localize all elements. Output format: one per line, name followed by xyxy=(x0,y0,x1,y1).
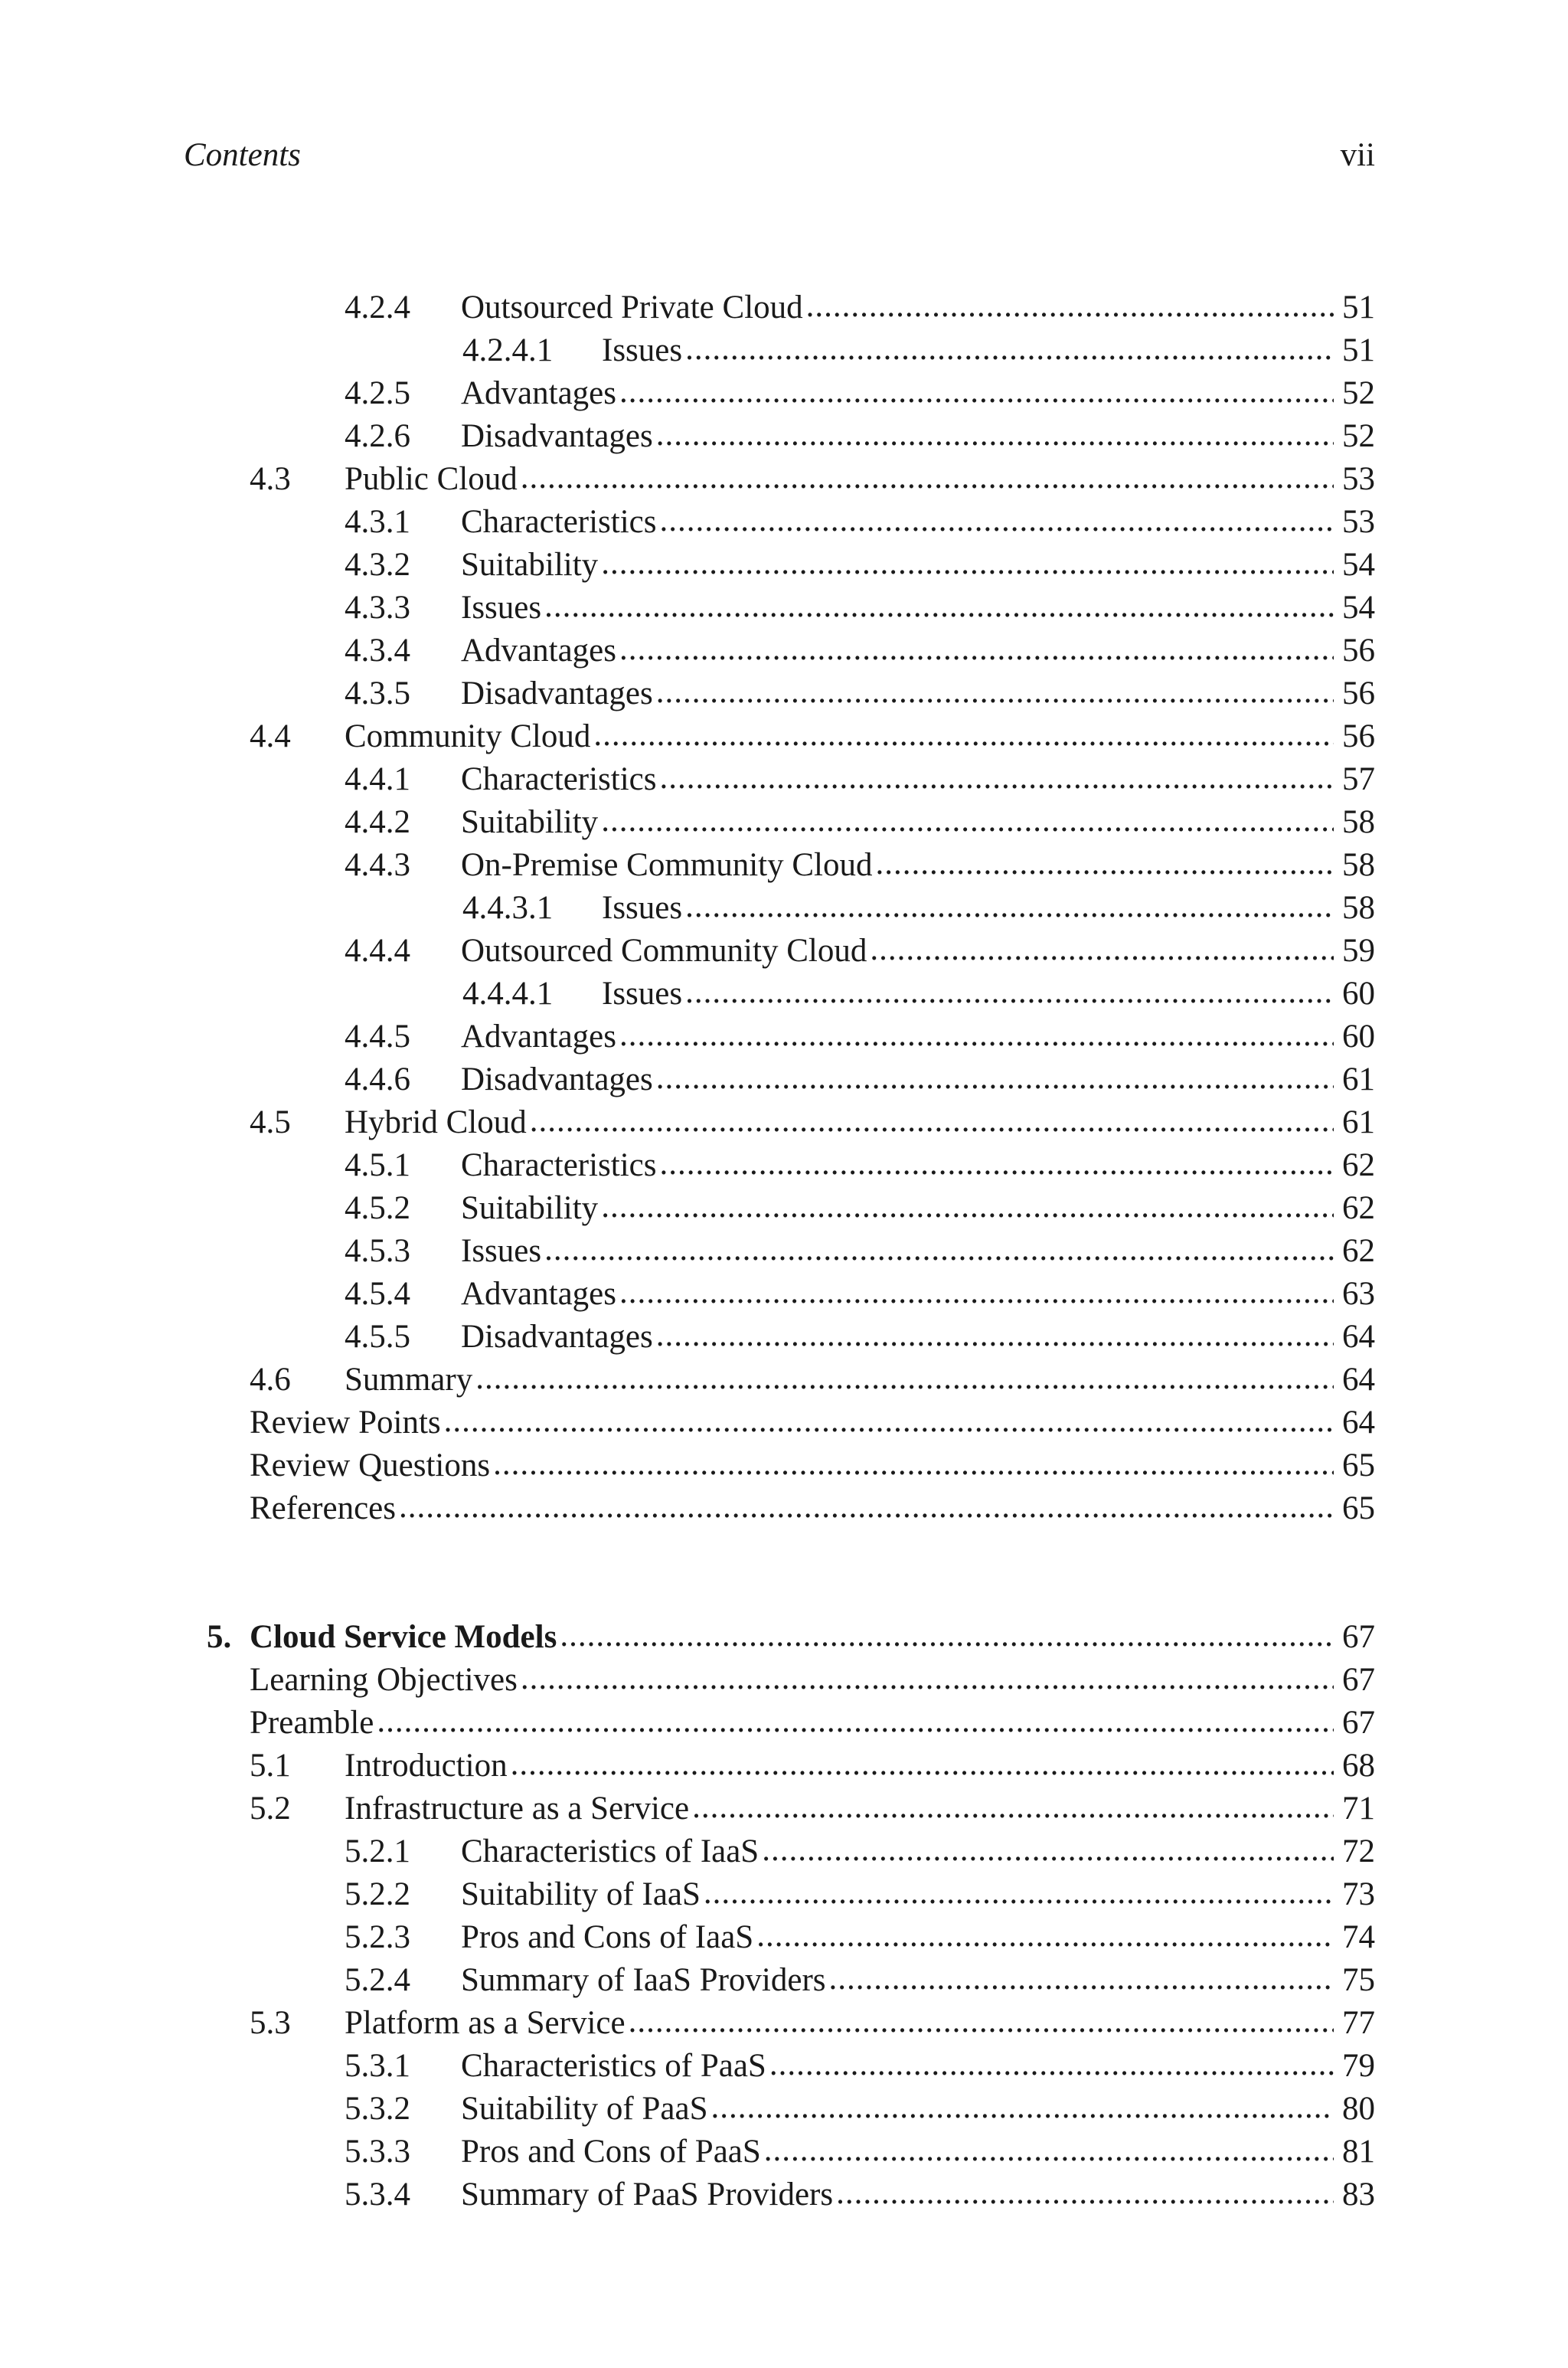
toc-entry-title: Advantages xyxy=(461,1276,616,1312)
toc-entry-number: 4.2.4.1 xyxy=(462,332,554,368)
toc-entry-page: 63 xyxy=(1342,1276,1375,1312)
toc-entry[interactable] xyxy=(345,501,1375,544)
toc-entry-number: 4.3.3 xyxy=(345,590,410,626)
dot-leader xyxy=(711,2086,1334,2129)
toc-entry-title: Hybrid Cloud xyxy=(345,1104,527,1140)
toc-entry[interactable] xyxy=(250,1659,1375,1702)
toc-entry-page: 62 xyxy=(1342,1190,1375,1226)
dot-leader xyxy=(399,1486,1334,1529)
toc-entry-number: 4.5 xyxy=(250,1104,291,1140)
dot-leader xyxy=(756,1915,1334,1958)
toc-entry-number: 5.2.4 xyxy=(345,1962,410,1998)
toc-entry-title: Pros and Cons of IaaS xyxy=(461,1919,754,1955)
toc-entry[interactable] xyxy=(345,544,1375,587)
toc-entry-page: 74 xyxy=(1342,1919,1375,1955)
toc-entry[interactable] xyxy=(345,672,1375,715)
dot-leader xyxy=(619,371,1334,414)
toc-entry-number: 4.5.1 xyxy=(345,1147,410,1183)
toc-entry[interactable] xyxy=(345,1830,1375,1873)
dot-leader xyxy=(829,1958,1334,2000)
toc-entry-title: Review Questions xyxy=(250,1447,491,1483)
toc-entry-page: 57 xyxy=(1342,761,1375,797)
dot-leader xyxy=(660,1143,1334,1186)
toc-entry-page: 53 xyxy=(1342,461,1375,497)
toc-entry[interactable] xyxy=(345,1916,1375,1959)
toc-entry-title: Summary of PaaS Providers xyxy=(461,2177,834,2213)
toc-entry-number: 4.4.4 xyxy=(345,933,410,969)
toc-entry-number: 5.2.1 xyxy=(345,1833,410,1869)
dot-leader xyxy=(619,628,1334,671)
toc-entry[interactable] xyxy=(345,844,1375,887)
toc-entry[interactable] xyxy=(345,2088,1375,2131)
toc-entry-number: 5.2.2 xyxy=(345,1876,410,1912)
toc-entry-title: Advantages xyxy=(461,375,616,411)
toc-entry-number: 4.2.6 xyxy=(345,418,410,454)
dot-leader xyxy=(656,1314,1334,1357)
toc-entry-page: 65 xyxy=(1342,1490,1375,1526)
dot-leader xyxy=(870,928,1334,971)
toc-entry-number: 4.5.5 xyxy=(345,1319,410,1355)
toc-entry-page: 52 xyxy=(1342,418,1375,454)
toc-entry[interactable] xyxy=(250,1745,1375,1787)
toc-entry-page: 73 xyxy=(1342,1876,1375,1912)
toc-entry-title: Preamble xyxy=(250,1705,374,1741)
dot-leader xyxy=(762,1829,1334,1872)
toc-entry-title: Outsourced Community Cloud xyxy=(461,933,867,969)
toc-entry-title: Introduction xyxy=(345,1748,508,1784)
toc-entry-title: Infrastructure as a Service xyxy=(345,1791,690,1827)
toc-entry-number: 4.4.5 xyxy=(345,1019,410,1055)
toc-entry[interactable] xyxy=(345,2131,1375,2173)
dot-leader xyxy=(377,1700,1334,1743)
toc-entry-number: 5.3.1 xyxy=(345,2048,410,2084)
dot-leader xyxy=(619,1271,1334,1314)
toc-entry-title: Summary of IaaS Providers xyxy=(461,1962,826,1998)
toc-entry[interactable] xyxy=(345,930,1375,973)
toc-entry-page: 56 xyxy=(1342,718,1375,754)
toc-entry-number: 4.2.5 xyxy=(345,375,410,411)
toc-entry-title: On-Premise Community Cloud xyxy=(461,847,873,883)
toc-entry-title: Characteristics xyxy=(461,504,657,540)
toc-entry-title: Issues xyxy=(602,332,683,368)
toc-entry-number: 5.2.3 xyxy=(345,1919,410,1955)
toc-entry-title: Issues xyxy=(602,976,683,1012)
dot-leader xyxy=(692,1786,1334,1829)
toc-entry-title: Cloud Service Models xyxy=(250,1619,557,1655)
toc-entry-page: 68 xyxy=(1342,1748,1375,1784)
toc-entry[interactable] xyxy=(250,458,1375,501)
toc-entry-number: 4.5.3 xyxy=(345,1233,410,1269)
toc-entry[interactable] xyxy=(250,1444,1375,1487)
toc-entry-number: 4.4.2 xyxy=(345,804,410,840)
dot-leader xyxy=(544,1228,1334,1271)
dot-leader xyxy=(685,885,1334,928)
toc-entry-title: Summary xyxy=(345,1362,473,1398)
dot-leader xyxy=(704,1872,1334,1915)
toc-entry-number: 4.3 xyxy=(250,461,291,497)
toc-entry-page: 80 xyxy=(1342,2091,1375,2127)
toc-entry[interactable] xyxy=(462,973,1375,1016)
toc-entry-page: 52 xyxy=(1342,375,1375,411)
toc-entry-title: Characteristics of PaaS xyxy=(461,2048,766,2084)
toc-entry[interactable] xyxy=(462,887,1375,930)
toc-entry-number: 5. xyxy=(207,1619,232,1655)
toc-entry-number: 4.3.2 xyxy=(345,547,410,583)
dot-leader xyxy=(876,842,1334,885)
toc-entry-page: 51 xyxy=(1342,289,1375,325)
toc-entry-page: 59 xyxy=(1342,933,1375,969)
toc-entry-number: 5.3.3 xyxy=(345,2134,410,2170)
dot-leader xyxy=(593,714,1334,757)
dot-leader xyxy=(656,671,1334,714)
toc-entry[interactable] xyxy=(345,1230,1375,1273)
toc-entry[interactable] xyxy=(250,1787,1375,1830)
toc-entry-page: 64 xyxy=(1342,1319,1375,1355)
toc-entry-page: 75 xyxy=(1342,1962,1375,1998)
toc-entry-page: 81 xyxy=(1342,2134,1375,2170)
toc-entry-number: 5.2 xyxy=(250,1791,291,1827)
toc-entry-number: 4.5.4 xyxy=(345,1276,410,1312)
toc-chapter-entry[interactable] xyxy=(207,1616,1375,1659)
toc-entry[interactable] xyxy=(345,630,1375,672)
toc-entry-title: Characteristics xyxy=(461,761,657,797)
toc-entry-title: Suitability xyxy=(461,804,599,840)
dot-leader xyxy=(521,1657,1334,1700)
toc-entry[interactable] xyxy=(345,1273,1375,1316)
toc-entry-number: 4.3.5 xyxy=(345,675,410,711)
toc-entry-page: 64 xyxy=(1342,1362,1375,1398)
toc-entry-page: 67 xyxy=(1342,1619,1375,1655)
toc-entry-title: Suitability of IaaS xyxy=(461,1876,701,1912)
toc-entry-title: Advantages xyxy=(461,633,616,669)
toc-entry[interactable] xyxy=(345,587,1375,630)
toc-entry-title: Outsourced Private Cloud xyxy=(461,289,803,325)
toc-entry-title: Advantages xyxy=(461,1019,616,1055)
toc-entry-number: 5.3.4 xyxy=(345,2177,410,2213)
toc-entry-title: Pros and Cons of PaaS xyxy=(461,2134,761,2170)
toc-entry-page: 60 xyxy=(1342,976,1375,1012)
toc-entry-page: 77 xyxy=(1342,2005,1375,2041)
toc-entry[interactable] xyxy=(250,1702,1375,1745)
toc-entry-number: 5.1 xyxy=(250,1748,291,1784)
running-title: Contents xyxy=(184,137,301,173)
toc-entry-number: 4.4 xyxy=(250,718,291,754)
toc-entry-title: Learning Objectives xyxy=(250,1662,518,1698)
dot-leader xyxy=(530,1100,1334,1143)
toc-entry-title: Suitability of PaaS xyxy=(461,2091,708,2127)
toc-entry[interactable] xyxy=(345,801,1375,844)
dot-leader xyxy=(685,328,1334,371)
toc-entry[interactable] xyxy=(250,1487,1375,1530)
dot-leader xyxy=(769,2043,1334,2086)
toc-entry[interactable] xyxy=(345,372,1375,415)
toc-entry-page: 60 xyxy=(1342,1019,1375,1055)
toc-entry-page: 56 xyxy=(1342,633,1375,669)
toc-entry-title: Issues xyxy=(461,1233,542,1269)
toc-entry-page: 72 xyxy=(1342,1833,1375,1869)
toc-entry[interactable] xyxy=(250,1402,1375,1444)
toc-entry[interactable] xyxy=(345,286,1375,329)
toc-entry-number: 4.4.4.1 xyxy=(462,976,554,1012)
toc-entry[interactable] xyxy=(345,1144,1375,1187)
toc-entry-page: 61 xyxy=(1342,1061,1375,1097)
dot-leader xyxy=(601,800,1334,842)
toc-entry[interactable] xyxy=(345,1873,1375,1916)
toc-entry[interactable] xyxy=(345,415,1375,458)
toc-entry-title: References xyxy=(250,1490,396,1526)
toc-entry[interactable] xyxy=(345,758,1375,801)
toc-entry[interactable] xyxy=(250,1359,1375,1402)
dot-leader xyxy=(560,1614,1334,1657)
dot-leader xyxy=(544,585,1334,628)
toc-entry[interactable] xyxy=(345,2173,1375,2216)
toc-entry-page: 54 xyxy=(1342,547,1375,583)
toc-entry-page: 61 xyxy=(1342,1104,1375,1140)
toc-entry-number: 4.3.1 xyxy=(345,504,410,540)
toc-entry-number: 4.4.6 xyxy=(345,1061,410,1097)
toc-entry[interactable] xyxy=(345,2045,1375,2088)
toc-entry-number: 5.3.2 xyxy=(345,2091,410,2127)
dot-leader xyxy=(475,1357,1334,1400)
toc-entry[interactable] xyxy=(250,2002,1375,2045)
toc-entry[interactable] xyxy=(345,1187,1375,1230)
dot-leader xyxy=(660,757,1334,800)
toc-entry-page: 67 xyxy=(1342,1705,1375,1741)
dot-leader xyxy=(601,542,1334,585)
dot-leader xyxy=(806,285,1334,328)
dot-leader xyxy=(521,456,1334,499)
toc-entry-number: 5.3 xyxy=(250,2005,291,2041)
toc-entry-title: Characteristics xyxy=(461,1147,657,1183)
toc-entry-number: 4.5.2 xyxy=(345,1190,410,1226)
toc-entry-title: Characteristics of IaaS xyxy=(461,1833,760,1869)
toc-entry-title: Disadvantages xyxy=(461,418,653,454)
toc-entry-page: 83 xyxy=(1342,2177,1375,2213)
toc-entry-page: 71 xyxy=(1342,1791,1375,1827)
toc-entry-number: 4.2.4 xyxy=(345,289,410,325)
dot-leader xyxy=(660,499,1334,542)
dot-leader xyxy=(656,414,1334,456)
toc-entry-title: Disadvantages xyxy=(461,1061,653,1097)
toc-entry[interactable] xyxy=(345,1058,1375,1101)
toc-entry-number: 4.3.4 xyxy=(345,633,410,669)
toc-entry-number: 4.4.1 xyxy=(345,761,410,797)
toc-entry-page: 58 xyxy=(1342,847,1375,883)
toc-entry-page: 65 xyxy=(1342,1447,1375,1483)
toc-entry-page: 51 xyxy=(1342,332,1375,368)
toc-entry[interactable] xyxy=(250,1101,1375,1144)
toc-entry-page: 58 xyxy=(1342,804,1375,840)
toc-entry-page: 62 xyxy=(1342,1147,1375,1183)
toc-entry[interactable] xyxy=(345,1016,1375,1058)
dot-leader xyxy=(601,1186,1334,1228)
dot-leader xyxy=(619,1014,1334,1057)
toc-entry-title: Suitability xyxy=(461,547,599,583)
toc-entry[interactable] xyxy=(250,715,1375,758)
toc-entry-page: 53 xyxy=(1342,504,1375,540)
dot-leader xyxy=(511,1743,1334,1786)
toc-entry-title: Issues xyxy=(461,590,542,626)
dot-leader xyxy=(493,1443,1334,1486)
toc-entry-title: Disadvantages xyxy=(461,675,653,711)
toc-entry[interactable] xyxy=(345,1316,1375,1359)
toc-entry[interactable] xyxy=(462,329,1375,372)
toc-entry-number: 4.4.3 xyxy=(345,847,410,883)
toc-entry-page: 62 xyxy=(1342,1233,1375,1269)
toc-entry-title: Suitability xyxy=(461,1190,599,1226)
toc-entry-number: 4.6 xyxy=(250,1362,291,1398)
toc-entry-title: Issues xyxy=(602,890,683,926)
dot-leader xyxy=(836,2172,1334,2215)
page-number: vii xyxy=(1340,137,1375,173)
toc-entry-title: Review Points xyxy=(250,1405,441,1441)
toc-entry-page: 58 xyxy=(1342,890,1375,926)
toc-entry-title: Community Cloud xyxy=(345,718,591,754)
dot-leader xyxy=(656,1057,1334,1100)
toc-entry-page: 67 xyxy=(1342,1662,1375,1698)
toc-entry-page: 79 xyxy=(1342,2048,1375,2084)
toc-entry-page: 54 xyxy=(1342,590,1375,626)
toc-entry-title: Platform as a Service xyxy=(345,2005,626,2041)
toc-entry-title: Public Cloud xyxy=(345,461,518,497)
toc-entry-title: Disadvantages xyxy=(461,1319,653,1355)
dot-leader xyxy=(764,2129,1334,2172)
dot-leader xyxy=(685,971,1334,1014)
toc-entry-page: 56 xyxy=(1342,675,1375,711)
toc-entry[interactable] xyxy=(345,1959,1375,2002)
toc-entry-number: 4.4.3.1 xyxy=(462,890,554,926)
dot-leader xyxy=(444,1400,1334,1443)
dot-leader xyxy=(629,2000,1334,2043)
toc-entry-page: 64 xyxy=(1342,1405,1375,1441)
